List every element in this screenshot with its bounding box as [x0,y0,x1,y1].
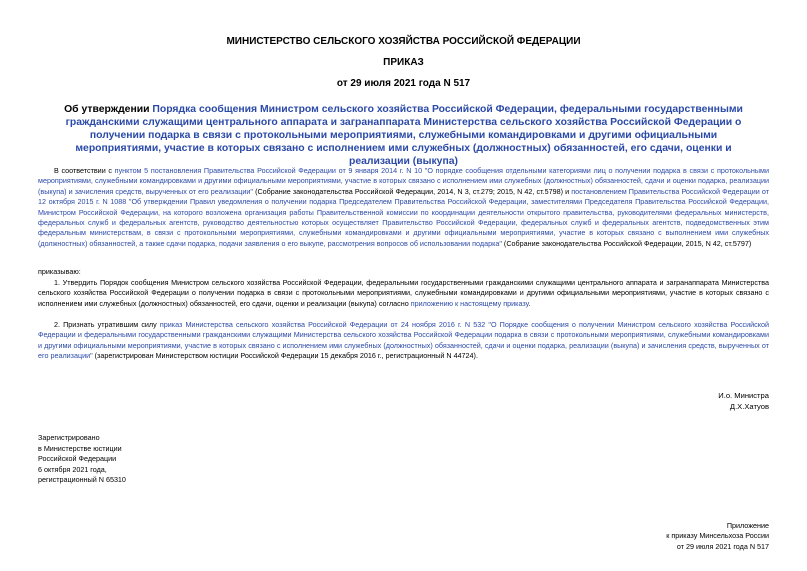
ministry-heading: МИНИСТЕРСТВО СЕЛЬСКОГО ХОЗЯЙСТВА РОССИЙСКОЙ ФЕДЕРАЦИИ [226,36,581,47]
title-prefix: Об утверждении [64,104,153,115]
registration-line: регистрационный N 65310 [38,475,126,485]
signature-block [718,391,769,412]
preamble-text-3: (Собрание законодательства Российской Федерации, 2015, N 42, ст.5797) [501,238,752,248]
document-title [48,103,759,168]
preamble-text-2: (Собрание законодательства Российской Федерации, 2014, N 3, ст.279; 2015, N 42, ст.5798) и [252,186,572,196]
signatory-name: Д.Х.Хатуов [729,401,769,411]
appendix-block [666,521,769,552]
appendix-line: к приказу Минсельхоза России [666,531,769,541]
item-1-link[interactable]: приложению к настоящему приказу [410,298,529,308]
document-type: ПРИКАЗ [383,57,424,68]
preamble-link-2[interactable]: постановлением Правительства Российской Федерации от 12 октября 2015 г. N 1088 "Об утверждении Правил уведомления о получении подарка Председателем Правительства Российской Федерации, заместителями Председателя Правительства Российской Федерации, Министром Российской Федерации, на которого возложена организация работы Правительственной комиссии по координации деятельности открытого правительства, руководителями федеральных министерств, федеральных служб и федеральных агентств, руководство деятельностью которых осуществляет Правительство Российской Федерации, федеральных служб и федеральных агентств, подведомственных этим федеральным министерствам, в связи с протокольными мероприятиями, служебными командировками и другими официальными мероприятиями, участие в которых связано с выполнением ими служебных (должностных) обязанностей, а также сдачи подарка, подачи заявления о его выкупе, рассмотрения вопросов об использовании подарка" [38,186,769,248]
item-2-end: (зарегистрирован Министерством юстиции Российской Федерации 15 декабря 2016 г., регистрационный N 44724). [92,351,478,361]
signatory-position: И.о. Министра [718,391,769,400]
registration-line: Российской Федерации [38,454,117,464]
preamble-link-1[interactable]: пунктом 5 постановления Правительства Российской Федерации от 9 января 2014 г. N 10 "О порядке сообщения отдельными категориями лиц о получении подарка в связи с протокольными мероприятиями, служебными командировками и другими официальными мероприятиями, участие в которых связано с исполнением ими служебных (должностных) обязанностей, сдачи и оценки подарка, реализации (выкупа) и зачисления средств, вырученных от его реализации" [38,166,769,196]
item-2-text: 2. Признать утратившим силу [54,320,160,329]
item-2-paragraph [38,320,769,362]
item-1-end: . [528,298,531,308]
appendix-line: Приложение [726,521,769,530]
registration-line: в Министерстве юстиции [38,443,122,453]
registration-block [38,433,126,486]
preamble-paragraph [38,166,769,249]
registration-line: Зарегистрировано [38,433,100,442]
orders-word: приказываю: [38,267,81,276]
item-1-text: 1. Утвердить Порядок сообщения Министром сельского хозяйства Российской Федерации, федеральными государственными гражданскими служащими центрального аппарата и загранаппарата Министерства сельского хозяйства Российской Федерации о получении подарка в связи с протокольными мероприятиями, служебными командировками и другими официальными мероприятиями, участие в которых связано с исполнением ими служебных (должностных) обязанностей, его сдачи, оценки и реализации (выкупа) согласно [38,278,769,308]
item-2-link[interactable]: приказ Министерства сельского хозяйства Российской Федерации от 24 ноября 2016 г. N 532 "О Порядке сообщения о получении Министром сельского хозяйства Российской Федерации и федеральными государственными гражданскими служащими Министерства сельского хозяйства Российской Федерации подарка в связи с протокольными мероприятиями, служебными командировками и другими официальными мероприятиями, участие в которых связано с исполнением ими служебных (должностных) обязанностей, сдачи и оценки подарка, реализации (выкупа) и зачисления средств, вырученных от его реализации" [38,320,769,361]
item-1-paragraph [38,278,769,309]
registration-line: 6 октября 2021 года, [38,464,107,474]
appendix-line: от 29 июля 2021 года N 517 [676,541,769,551]
preamble-text-1: В соответствии с [54,166,115,175]
document-date-number: от 29 июля 2021 года N 517 [336,78,471,89]
title-link[interactable]: Порядка сообщения Министром сельского хозяйства Российской Федерации, федеральными государственными гражданскими служащими центрального аппарата и загранаппарата Министерства сельского хозяйства Российской Федерации о получении подарка в связи с протокольными мероприятиями, служебными командировками и другими официальными мероприятиями, участие в которых связано с исполнением ими служебных (должностных) обязанностей, его сдачи, оценки и реализации (выкупа) [65,104,743,167]
